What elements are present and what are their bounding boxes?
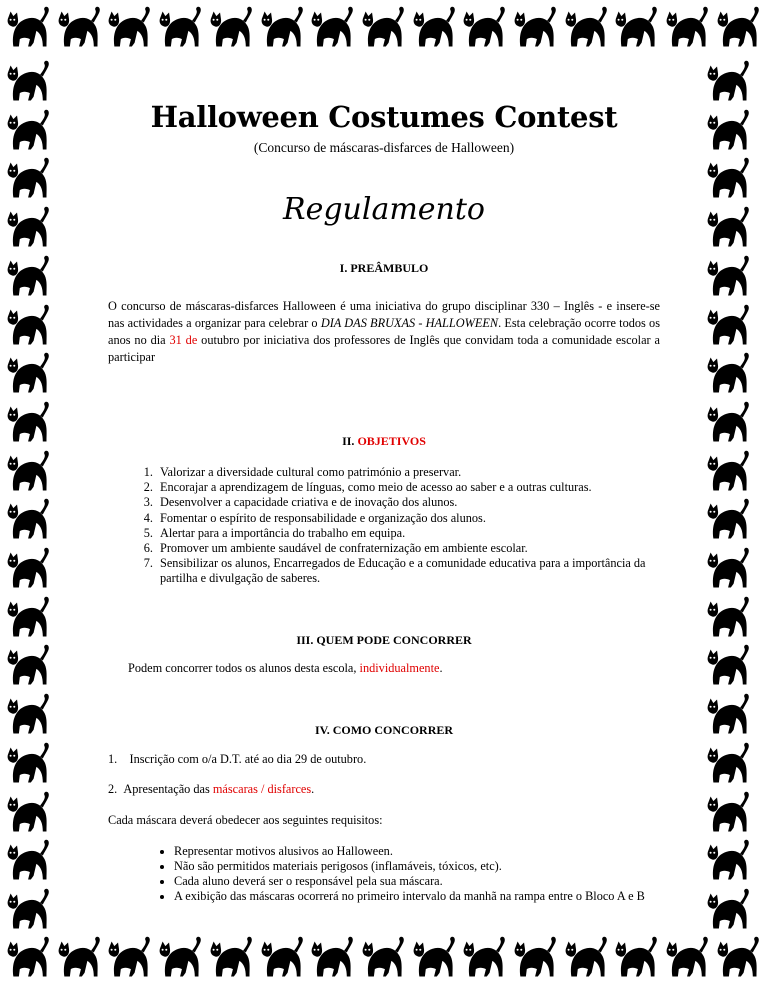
section-preambulo-title: I. PREÂMBULO: [339, 261, 429, 275]
black-cat-icon: [310, 936, 356, 982]
list-item: 4. Fomentar o espírito de responsabilidade e organização dos alunos.: [156, 511, 660, 526]
section-quem-text: Podem concorrer todos os alunos desta escola, individualmente.: [128, 660, 443, 675]
list-item: • Não são permitidos materiais perigosos (inflamáveis, tóxicos, etc).: [174, 859, 660, 874]
black-cat-icon: [6, 693, 52, 739]
black-cat-icon: [665, 936, 711, 982]
black-cat-icon: [706, 450, 752, 496]
black-cat-icon: [107, 936, 153, 982]
black-cat-icon: [706, 304, 752, 350]
list-item: 5. Alertar para a importância do trabalho em equipa.: [156, 526, 660, 541]
list-item: 7. Sensibilizar os alunos, Encarregados de Educação e a comunidade educativa para a importância da partilha e divulgação de saberes.: [156, 556, 660, 586]
black-cat-icon: [706, 839, 752, 885]
como-item-2: 2. Apresentação das máscaras / disfarces.: [108, 781, 315, 796]
black-cat-icon: [564, 6, 610, 52]
black-cat-icon: [6, 304, 52, 350]
black-cat-icon: [706, 401, 752, 447]
black-cat-icon: [6, 936, 52, 982]
black-cat-icon: [706, 547, 752, 593]
black-cat-icon: [706, 60, 752, 106]
black-cat-icon: [706, 498, 752, 544]
section-quem-title: III. QUEM PODE CONCORRER: [296, 632, 472, 647]
cat-border-bottom: [6, 936, 762, 992]
black-cat-icon: [706, 644, 752, 690]
black-cat-icon: [462, 6, 508, 52]
black-cat-icon: [706, 742, 752, 788]
black-cat-icon: [158, 6, 204, 52]
black-cat-icon: [706, 596, 752, 642]
black-cat-icon: [513, 6, 559, 52]
black-cat-icon: [706, 109, 752, 155]
document-title: Halloween Costumes Contest: [150, 100, 618, 134]
black-cat-icon: [6, 6, 52, 52]
black-cat-icon: [158, 936, 204, 982]
document-body: [108, 86, 660, 904]
black-cat-icon: [513, 936, 559, 982]
black-cat-icon: [6, 839, 52, 885]
cat-border-top: [6, 6, 762, 62]
cat-border-right: [706, 60, 762, 934]
black-cat-icon: [6, 596, 52, 642]
list-item: 1. Valorizar a diversidade cultural como património a preservar.: [156, 465, 660, 480]
black-cat-icon: [6, 547, 52, 593]
black-cat-icon: [361, 6, 407, 52]
black-cat-icon: [6, 791, 52, 837]
requisitos-list: [108, 844, 660, 905]
list-item: • Representar motivos alusivos ao Halloween.: [174, 844, 660, 859]
objetivos-list: [108, 465, 660, 587]
cat-border-left: [6, 60, 62, 934]
black-cat-icon: [57, 936, 103, 982]
black-cat-icon: [6, 742, 52, 788]
black-cat-icon: [6, 450, 52, 496]
black-cat-icon: [614, 936, 660, 982]
list-item: 3. Desenvolver a capacidade criativa e de inovação dos alunos.: [156, 495, 660, 510]
black-cat-icon: [310, 6, 356, 52]
list-item: • A exibição das máscaras ocorrerá no primeiro intervalo da manhã na rampa entre o Bloco A e B: [174, 889, 660, 904]
black-cat-icon: [614, 6, 660, 52]
black-cat-icon: [6, 352, 52, 398]
regulamento-heading: Regulamento: [283, 192, 485, 227]
black-cat-icon: [6, 109, 52, 155]
black-cat-icon: [6, 401, 52, 447]
document-subtitle: (Concurso de máscaras-disfarces de Halloween): [253, 140, 515, 155]
black-cat-icon: [260, 6, 306, 52]
black-cat-icon: [462, 936, 508, 982]
section-preambulo-text: O concurso de máscaras-disfarces Halloween é uma iniciativa do grupo disciplinar 330 – Inglês - e insere-se nas actividades a organizar para celebrar o DIA DAS BRUXAS - HALLOWEEN. Esta celebração ocorre todos os anos no dia 31 de outubro por iniciativa dos professores de Inglês que convidam toda a comunidade escolar a participar: [108, 299, 660, 364]
black-cat-icon: [209, 6, 255, 52]
requisitos-intro: Cada máscara deverá obedecer aos seguintes requisitos:: [108, 812, 383, 827]
black-cat-icon: [6, 255, 52, 301]
black-cat-icon: [706, 255, 752, 301]
black-cat-icon: [706, 352, 752, 398]
list-item: • Cada aluno deverá ser o responsável pela sua máscara.: [174, 874, 660, 889]
black-cat-icon: [107, 6, 153, 52]
black-cat-icon: [6, 157, 52, 203]
black-cat-icon: [706, 791, 752, 837]
black-cat-icon: [6, 60, 52, 106]
como-item-1: 1. Inscrição com o/a D.T. até ao dia 29 de outubro.: [108, 751, 367, 766]
black-cat-icon: [57, 6, 103, 52]
black-cat-icon: [6, 644, 52, 690]
black-cat-icon: [412, 936, 458, 982]
black-cat-icon: [209, 936, 255, 982]
black-cat-icon: [706, 206, 752, 252]
black-cat-icon: [665, 6, 711, 52]
black-cat-icon: [6, 498, 52, 544]
section-objetivos-title: II. OBJETIVOS: [342, 434, 426, 448]
black-cat-icon: [716, 936, 762, 982]
black-cat-icon: [706, 888, 752, 934]
black-cat-icon: [706, 693, 752, 739]
black-cat-icon: [564, 936, 610, 982]
black-cat-icon: [706, 157, 752, 203]
black-cat-icon: [412, 6, 458, 52]
black-cat-icon: [716, 6, 762, 52]
list-item: 6. Promover um ambiente saudável de confraternização em ambiente escolar.: [156, 541, 660, 556]
black-cat-icon: [361, 936, 407, 982]
black-cat-icon: [260, 936, 306, 982]
black-cat-icon: [6, 206, 52, 252]
section-como-title: IV. COMO CONCORRER: [314, 722, 454, 737]
black-cat-icon: [6, 888, 52, 934]
list-item: 2. Encorajar a aprendizagem de línguas, como meio de acesso ao saber e a outras culturas.: [156, 480, 660, 495]
